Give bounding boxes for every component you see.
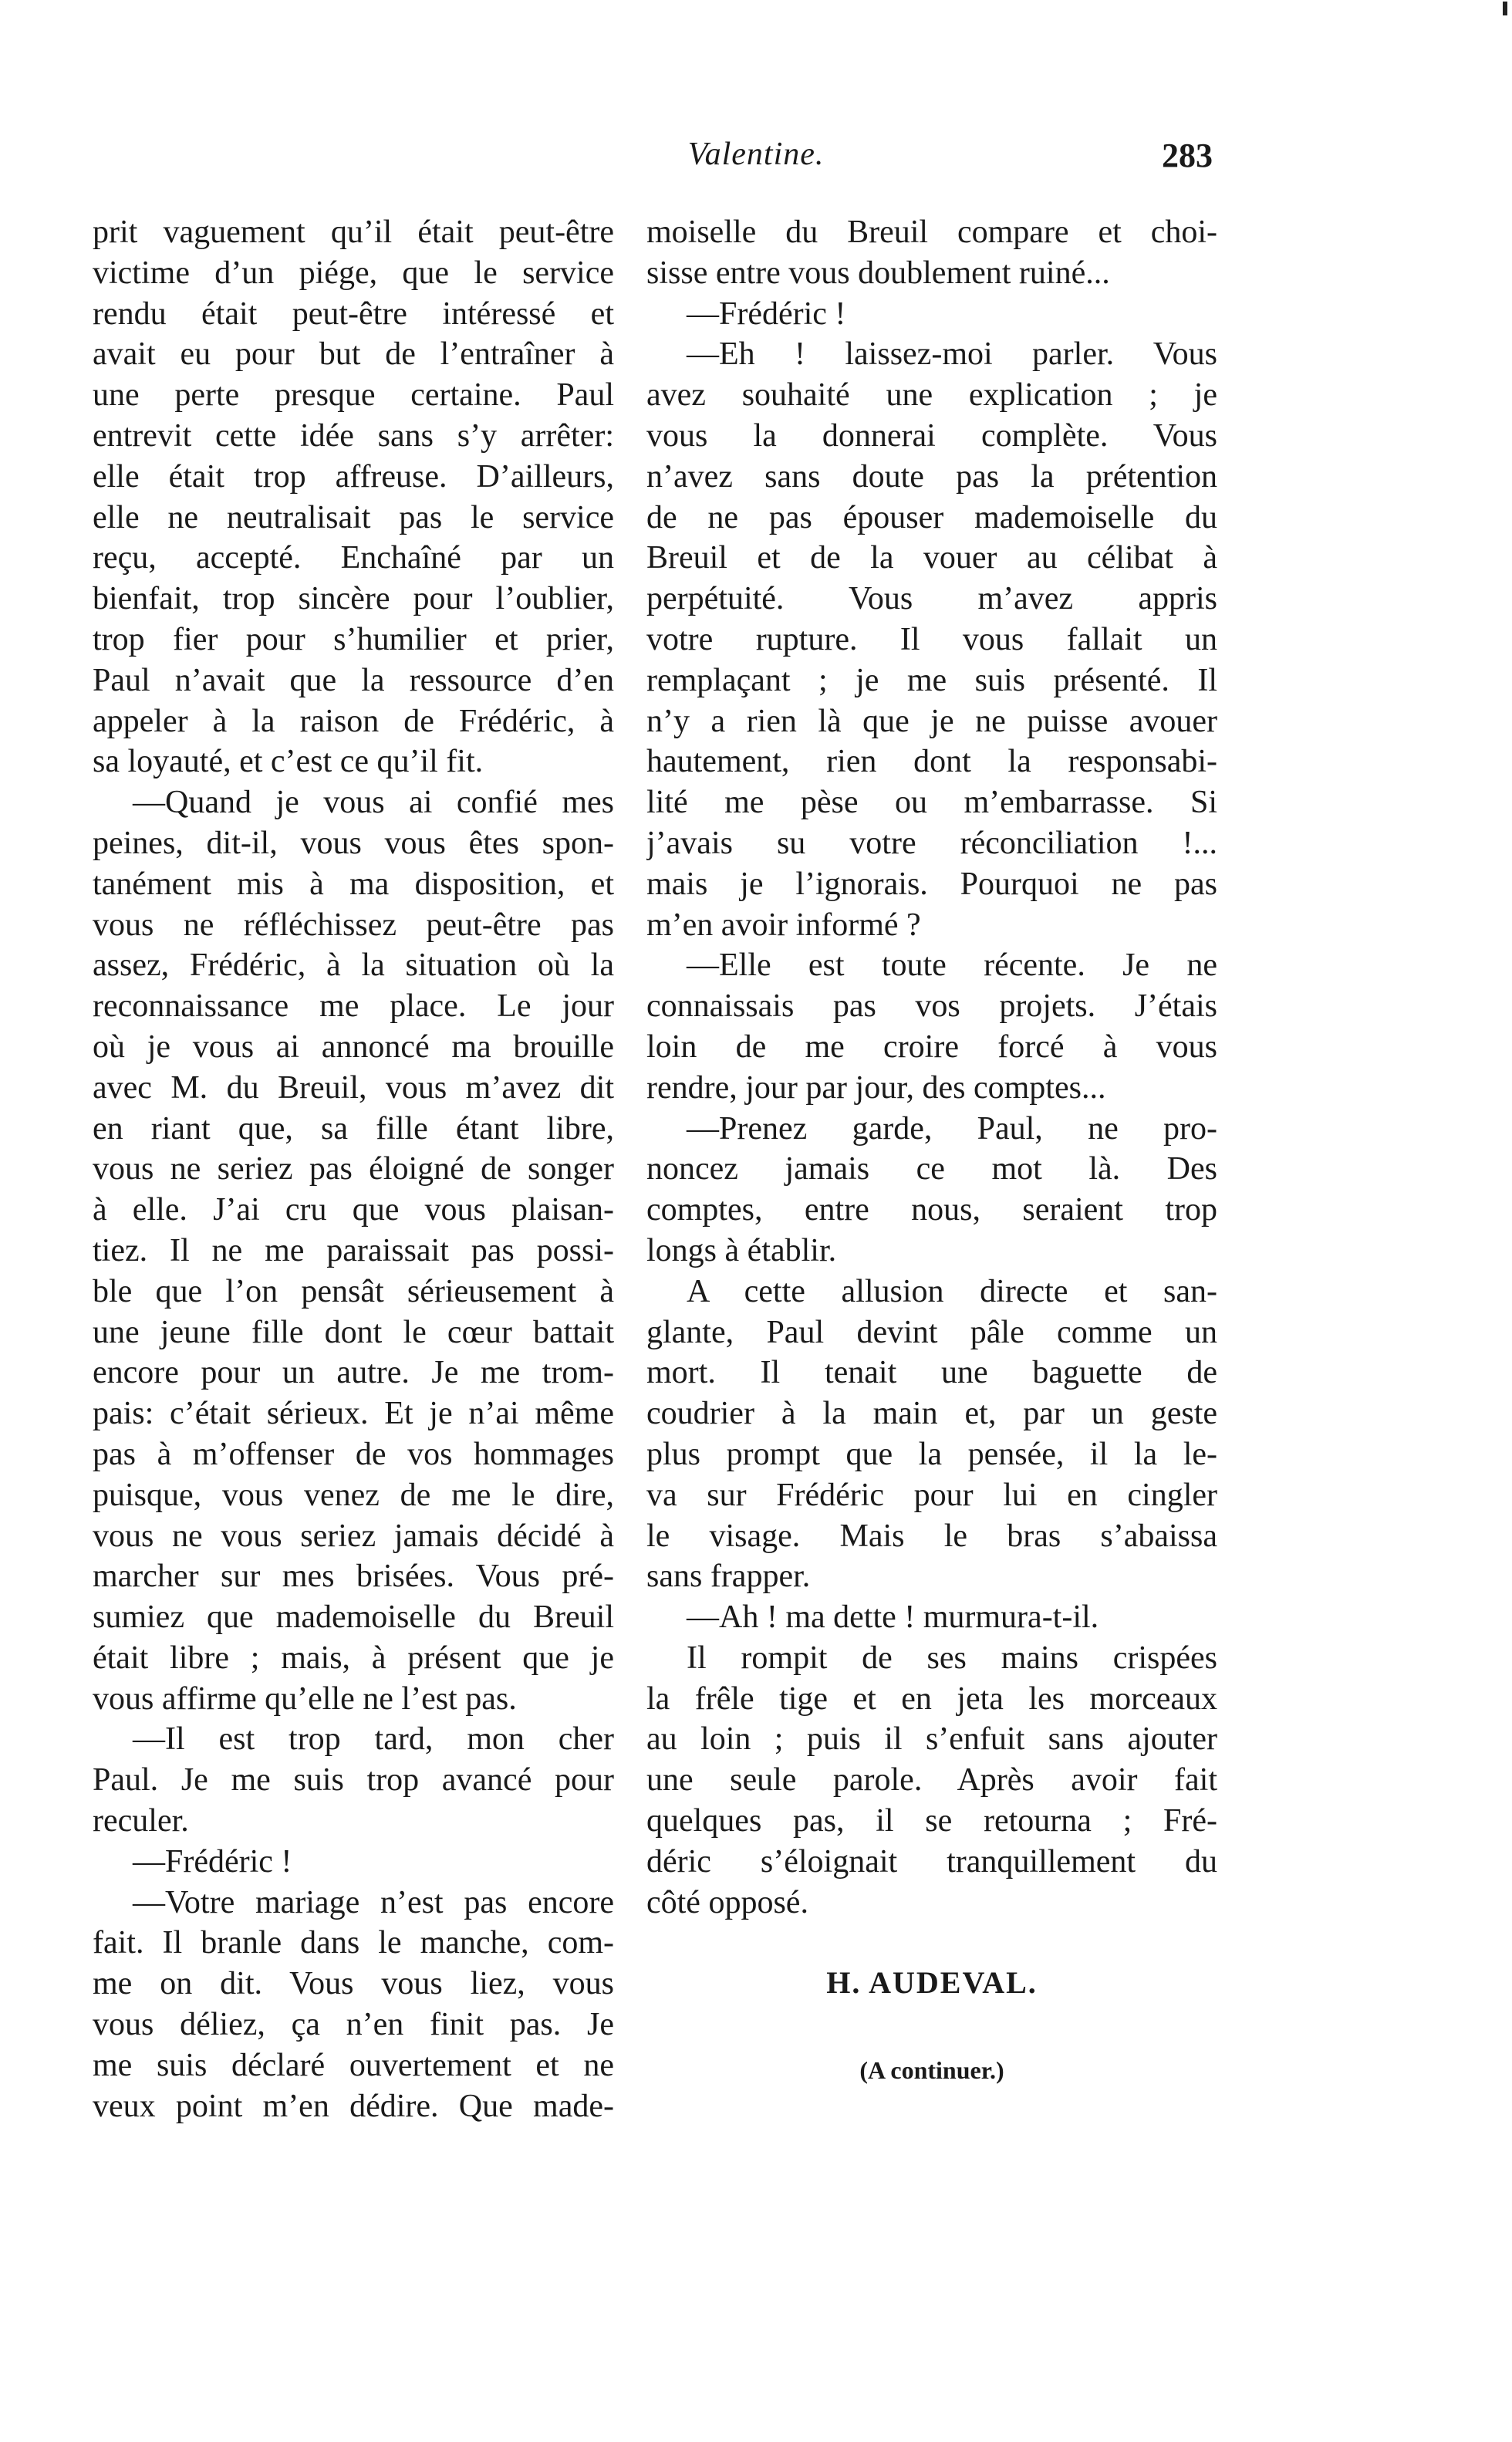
text-line: vous la donnerai complète. Vous bbox=[646, 417, 1217, 454]
text-line: —Frédéric ! bbox=[687, 296, 846, 332]
scan-speck bbox=[1503, 2, 1507, 15]
text-line: assez, Frédéric, à la situation où la bbox=[93, 947, 614, 984]
text-line: n’y a rien là que je ne puisse avouer bbox=[646, 703, 1217, 739]
text-line: ble que l’on pensât sérieusement à bbox=[93, 1273, 614, 1309]
text-line: —Ah ! ma dette ! murmura-t-il. bbox=[687, 1599, 1099, 1636]
text-line: —Frédéric ! bbox=[133, 1843, 292, 1880]
text-line: rendu était peut-être intéressé et bbox=[93, 296, 614, 332]
text-line: où je vous ai annoncé ma brouille bbox=[93, 1028, 614, 1065]
text-line: me suis déclaré ouvertement et ne bbox=[93, 2047, 614, 2083]
text-line: trop fier pour s’humilier et prier, bbox=[93, 621, 614, 657]
page-number: 283 bbox=[1162, 137, 1213, 174]
text-line: perpétuité. Vous m’avez appris bbox=[646, 581, 1217, 617]
text-line: bienfait, trop sincère pour l’oublier, bbox=[93, 581, 614, 617]
text-line: au loin ; puis il s’enfuit sans ajouter bbox=[646, 1721, 1217, 1758]
text-line: prit vaguement qu’il était peut-être bbox=[93, 214, 614, 250]
text-line: reconnaissance me place. Le jour bbox=[93, 988, 614, 1025]
running-title: Valentine. bbox=[687, 137, 825, 172]
text-line: coudrier à la main et, par un geste bbox=[646, 1396, 1217, 1432]
text-line: vous ne réfléchissez peut-être pas bbox=[93, 907, 614, 943]
text-line: lité me pèse ou m’embarrasse. Si bbox=[646, 785, 1217, 821]
text-line: à elle. J’ai cru que vous plaisan- bbox=[93, 1192, 614, 1228]
text-line: en riant que, sa fille étant libre, bbox=[93, 1110, 614, 1147]
text-line: avait eu pour but de l’entraîner à bbox=[93, 336, 614, 373]
text-line: plus prompt que la pensée, il la le- bbox=[646, 1436, 1217, 1472]
author-signature: H. AUDEVAL. bbox=[826, 1965, 1038, 2001]
text-line: pas à m’offenser de vos hommages bbox=[93, 1436, 614, 1472]
text-line: une seule parole. Après avoir fait bbox=[646, 1762, 1217, 1799]
text-line: —Eh ! laissez-moi parler. Vous bbox=[687, 336, 1217, 373]
text-line: marcher sur mes brisées. Vous pré- bbox=[93, 1559, 614, 1595]
text-line: elle était trop affreuse. D’ailleurs, bbox=[93, 458, 614, 495]
text-line: loin de me croire forcé à vous bbox=[646, 1028, 1217, 1065]
text-line: Il rompit de ses mains crispées bbox=[687, 1640, 1217, 1676]
text-line: me on dit. Vous vous liez, vous bbox=[93, 1966, 614, 2002]
text-line: mort. Il tenait une baguette de bbox=[646, 1355, 1217, 1391]
text-line: fait. Il branle dans le manche, com- bbox=[93, 1925, 614, 1961]
text-line: m’en avoir informé ? bbox=[646, 907, 921, 943]
text-line: vous déliez, ça n’en finit pas. Je bbox=[93, 2007, 614, 2043]
text-line: va sur Frédéric pour lui en cingler bbox=[646, 1477, 1217, 1513]
text-line: noncez jamais ce mot là. Des bbox=[646, 1151, 1217, 1187]
text-line: pais: c’était sérieux. Et je n’ai même bbox=[93, 1396, 614, 1432]
text-line: comptes, entre nous, seraient trop bbox=[646, 1192, 1217, 1228]
text-line: vous ne vous seriez jamais décidé à bbox=[93, 1518, 614, 1554]
text-line: côté opposé. bbox=[646, 1884, 808, 1920]
text-line: reçu, accepté. Enchaîné par un bbox=[93, 540, 614, 576]
text-line: sumiez que mademoiselle du Breuil bbox=[93, 1599, 614, 1636]
text-line: rendre, jour par jour, des comptes... bbox=[646, 1069, 1106, 1106]
text-line: sans frapper. bbox=[646, 1559, 811, 1595]
text-line: entrevit cette idée sans s’y arrêter: bbox=[93, 417, 614, 454]
text-line: sisse entre vous doublement ruiné... bbox=[646, 255, 1110, 291]
page-header bbox=[0, 136, 1512, 205]
text-line: le visage. Mais le bras s’abaissa bbox=[646, 1518, 1217, 1554]
text-line: veux point m’en dédire. Que made- bbox=[93, 2088, 614, 2124]
text-line: appeler à la raison de Frédéric, à bbox=[93, 703, 614, 739]
text-line: glante, Paul devint pâle comme un bbox=[646, 1314, 1217, 1350]
right-column bbox=[646, 212, 1217, 2091]
text-line: avez souhaité une explication ; je bbox=[646, 377, 1217, 414]
text-line: mais je l’ignorais. Pourquoi ne pas bbox=[646, 866, 1217, 902]
text-line: —Elle est toute récente. Je ne bbox=[687, 947, 1217, 984]
text-line: —Votre mariage n’est pas encore bbox=[133, 1884, 614, 1920]
text-line: peines, dit-il, vous vous êtes spon- bbox=[93, 825, 614, 861]
text-line: —Prenez garde, Paul, ne pro- bbox=[687, 1110, 1217, 1147]
text-line: —Quand je vous ai confié mes bbox=[133, 785, 614, 821]
text-line: quelques pas, il se retourna ; Fré- bbox=[646, 1803, 1217, 1839]
text-line: puisque, vous venez de me le dire, bbox=[93, 1477, 614, 1513]
text-line: Breuil et de la vouer au célibat à bbox=[646, 540, 1217, 576]
text-line: sa loyauté, et c’est ce qu’il fit. bbox=[93, 744, 484, 780]
text-line: la frêle tige et en jeta les morceaux bbox=[646, 1680, 1217, 1717]
text-line: connaissais pas vos projets. J’étais bbox=[646, 988, 1217, 1025]
text-line: encore pour un autre. Je me trom- bbox=[93, 1355, 614, 1391]
text-line: n’avez sans doute pas la prétention bbox=[646, 458, 1217, 495]
left-column bbox=[93, 212, 614, 2126]
text-line: remplaçant ; je me suis présenté. Il bbox=[646, 662, 1217, 698]
text-line: votre rupture. Il vous fallait un bbox=[646, 621, 1217, 657]
text-line: de ne pas épouser mademoiselle du bbox=[646, 499, 1217, 535]
text-line: reculer. bbox=[93, 1803, 189, 1839]
text-line: tanément mis à ma disposition, et bbox=[93, 866, 614, 902]
text-line: longs à établir. bbox=[646, 1232, 837, 1268]
text-line: tiez. Il ne me paraissait pas possi- bbox=[93, 1232, 614, 1268]
text-line: une perte presque certaine. Paul bbox=[93, 377, 614, 414]
text-line: elle ne neutralisait pas le service bbox=[93, 499, 614, 535]
text-line: une jeune fille dont le cœur battait bbox=[93, 1314, 614, 1350]
text-line: Paul n’avait que la ressource d’en bbox=[93, 662, 614, 698]
text-line: hautement, rien dont la responsabi- bbox=[646, 744, 1217, 780]
text-line: était libre ; mais, à présent que je bbox=[93, 1640, 614, 1676]
text-line: victime d’un piége, que le service bbox=[93, 255, 614, 291]
text-line: avec M. du Breuil, vous m’avez dit bbox=[93, 1069, 614, 1106]
text-line: vous affirme qu’elle ne l’est pas. bbox=[93, 1680, 517, 1717]
text-line: Paul. Je me suis trop avancé pour bbox=[93, 1762, 614, 1799]
continuation-note: (A continuer.) bbox=[859, 2056, 1004, 2085]
text-line: —Il est trop tard, mon cher bbox=[133, 1721, 614, 1758]
text-line: j’avais su votre réconciliation !... bbox=[646, 825, 1217, 861]
right-column-text bbox=[646, 212, 1217, 1923]
text-line: vous ne seriez pas éloigné de songer bbox=[93, 1151, 614, 1187]
text-line: déric s’éloignait tranquillement du bbox=[646, 1843, 1217, 1880]
text-line: moiselle du Breuil compare et choi- bbox=[646, 214, 1217, 250]
text-line: A cette allusion directe et san- bbox=[687, 1273, 1217, 1309]
